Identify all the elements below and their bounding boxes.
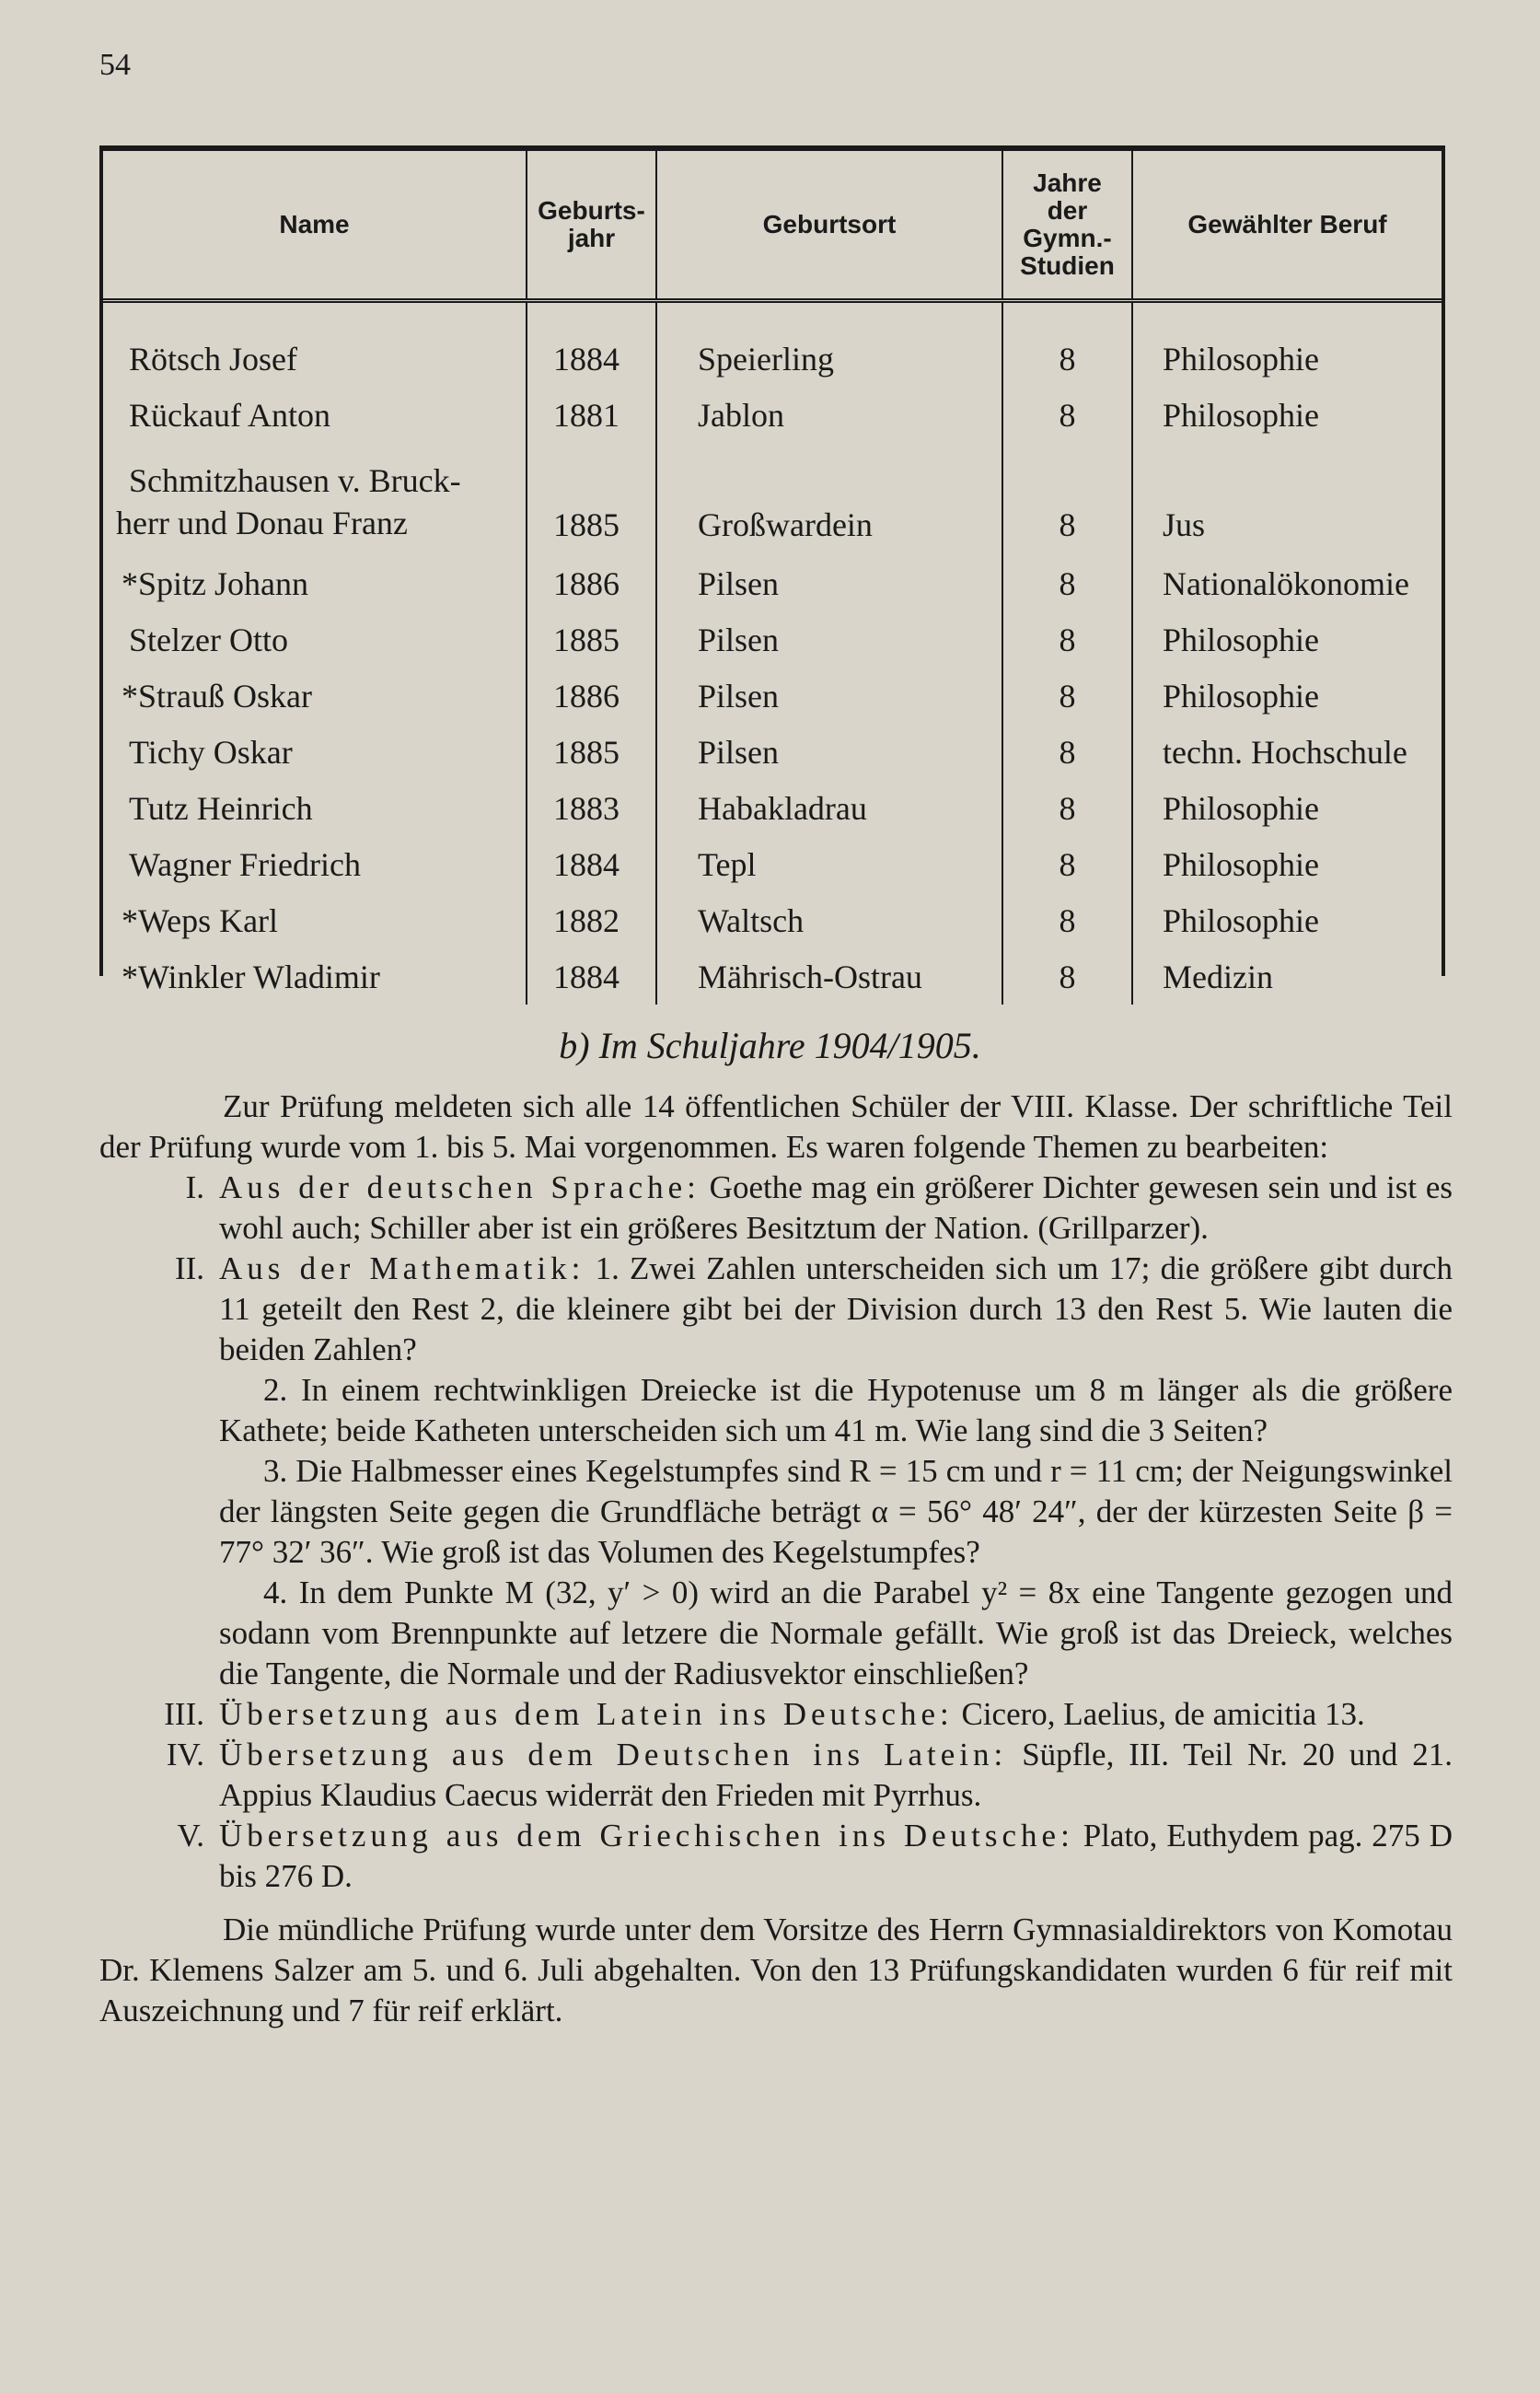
cell-year: 1884 [527, 836, 656, 892]
cell-year: 1881 [527, 387, 656, 443]
topic-text: Goethe mag ein größerer Dichter gewesen sein und ist es wohl auch; Schiller aber ist ein größeres Besitztum der Nation. (Grillparzer). [219, 1169, 1453, 1246]
cell-year: 1884 [527, 948, 656, 1005]
topic-math [99, 1249, 1453, 1370]
topic-german-latin [99, 1735, 1453, 1816]
topic-text: Cicero, Laelius, de amicitia 13. [961, 1696, 1365, 1732]
cell-years: 8 [1002, 836, 1132, 892]
topic-text: Süpfle, III. Teil Nr. 20 und 21. Appius Klaudius Caecus widerrät den Frieden mit Pyrrhus. [219, 1737, 1453, 1813]
topic-greek-german [99, 1816, 1453, 1897]
cell-year: 1882 [527, 892, 656, 948]
cell-profession: Philosophie [1163, 396, 1320, 434]
cell-name: Wagner Friedrich [103, 836, 527, 892]
cell-year: 1883 [527, 780, 656, 836]
cell-place: Mährisch-Ostrau [656, 948, 1002, 1005]
cell-name: Tichy Oskar [103, 724, 527, 780]
cell-place: Pilsen [656, 611, 1002, 668]
cell-years: 8 [1002, 892, 1132, 948]
problem-text: 2. In einem rechtwinkligen Dreiecke ist die Hypotenuse um 8 m länger als die größere Kathete; beide Katheten unterscheiden sich um 41 m. Wie lang sind die 3 Seiten? [219, 1372, 1453, 1448]
cell-profession: Philosophie [1163, 845, 1320, 883]
cell-place: Pilsen [656, 668, 1002, 724]
cell-name [103, 443, 527, 555]
topic-label: Aus der deutschen Sprache: [219, 1169, 701, 1205]
math-problem-2 [99, 1370, 1453, 1451]
table-row [103, 948, 1442, 1005]
cell-years: 8 [1002, 443, 1132, 555]
topic-label: Übersetzung aus dem Deutschen ins Latein: [219, 1737, 1008, 1772]
cell-year: 1885 [527, 443, 656, 555]
cell-name: Tutz Heinrich [103, 780, 527, 836]
topic-label: Übersetzung aus dem Griechischen ins Deutsche: [219, 1818, 1074, 1854]
cell-profession: Philosophie [1163, 789, 1320, 827]
topic-number: V. [177, 1818, 204, 1854]
cell-place: Tepl [656, 836, 1002, 892]
table-row [103, 443, 1442, 555]
cell-name: *Strauß Oskar [103, 668, 527, 724]
cell-name: Rückauf Anton [103, 387, 527, 443]
table-row [103, 892, 1442, 948]
table-row [103, 555, 1442, 611]
table-row [103, 387, 1442, 443]
topic-number: I. [185, 1169, 204, 1205]
cell-profession: Medizin [1163, 958, 1273, 995]
cell-place: Habakladrau [656, 780, 1002, 836]
cell-years: 8 [1002, 611, 1132, 668]
math-problem-4 [99, 1573, 1453, 1694]
problem-text: 4. In dem Punkte M (32, y′ > 0) wird an die Parabel y² = 8x eine Tangente gezogen und sodann vom Brennpunkte auf letzere die Normale gefällt. Wie groß ist das Dreieck, welches die Tangente, die Normale und der Radiusvektor einschließen? [219, 1575, 1453, 1691]
graduates-table [99, 145, 1445, 995]
cell-year: 1886 [527, 668, 656, 724]
table-row [103, 301, 1442, 388]
topic-number: IV. [166, 1737, 204, 1772]
topic-number: II. [174, 1250, 204, 1286]
cell-years: 8 [1002, 301, 1132, 388]
name-line-1: Schmitzhausen v. Bruck- [129, 462, 461, 499]
topic-label: Übersetzung aus dem Latein ins Deutsche: [219, 1696, 954, 1732]
cell-profession: Philosophie [1163, 677, 1320, 715]
topic-text: 1. Zwei Zahlen unterscheiden sich um 17; die größere gibt durch 11 geteilt den Rest 2, die kleinere gibt bei der Division durch 13 den Rest 5. Wie lauten die beiden Zahlen? [219, 1250, 1453, 1367]
cell-name: *Weps Karl [103, 892, 527, 948]
page-number: 54 [99, 48, 131, 82]
header-birth-place: Geburtsort [656, 151, 1002, 301]
table-row [103, 836, 1442, 892]
cell-name: *Winkler Wladimir [103, 948, 527, 1005]
intro-paragraph: Zur Prüfung meldeten sich alle 14 öffentlichen Schüler der VIII. Klasse. Der schriftliche Teil der Prüfung wurde vom 1. bis 5. Mai vorgenommen. Es waren folgende Themen zu bearbeiten: [99, 1088, 1453, 1165]
cell-name: Stelzer Otto [103, 611, 527, 668]
header-name: Name [103, 151, 527, 301]
closing-paragraph: Die mündliche Prüfung wurde unter dem Vorsitze des Herrn Gymnasialdirektors von Komotau Dr. Klemens Salzer am 5. und 6. Juli abgehalten. Von den 13 Prüfungskandidaten wurden 6 für reif mit Auszeichnung und 7 für reif erklärt. [99, 1912, 1453, 2028]
body-text [99, 1087, 1453, 2031]
cell-name: Rötsch Josef [103, 301, 527, 388]
cell-profession: techn. Hochschule [1163, 733, 1407, 771]
header-study-years: Jahre der Gymn.- Studien [1002, 151, 1132, 301]
table-row [103, 780, 1442, 836]
cell-name: *Spitz Johann [103, 555, 527, 611]
cell-place: Pilsen [656, 555, 1002, 611]
table-row [103, 611, 1442, 668]
cell-years: 8 [1002, 948, 1132, 1005]
header-birth-year: Geburts- jahr [527, 151, 656, 301]
cell-profession: Jus [1163, 506, 1206, 543]
cell-profession: Philosophie [1163, 901, 1320, 939]
cell-years: 8 [1002, 387, 1132, 443]
register-table [103, 151, 1442, 1005]
cell-year: 1886 [527, 555, 656, 611]
table-row [103, 724, 1442, 780]
name-line-2: herr und Donau Franz [116, 505, 408, 541]
cell-profession: Nationalökonomie [1163, 564, 1409, 602]
cell-place: Großwardein [656, 443, 1002, 555]
topic-german [99, 1168, 1453, 1249]
cell-years: 8 [1002, 668, 1132, 724]
cell-place: Speierling [656, 301, 1002, 388]
cell-place: Waltsch [656, 892, 1002, 948]
cell-profession: Philosophie [1163, 621, 1320, 658]
topic-number: III. [164, 1696, 204, 1732]
topic-text: Plato, Euthydem pag. 275 D bis 276 D. [219, 1818, 1453, 1894]
cell-years: 8 [1002, 555, 1132, 611]
cell-profession: Philosophie [1163, 340, 1320, 378]
cell-year: 1884 [527, 301, 656, 388]
cell-place: Jablon [656, 387, 1002, 443]
cell-year: 1885 [527, 724, 656, 780]
topic-label: Aus der Mathematik: [219, 1250, 585, 1286]
cell-years: 8 [1002, 724, 1132, 780]
header-profession: Gewählter Beruf [1132, 151, 1442, 301]
cell-place: Pilsen [656, 724, 1002, 780]
table-header-row [103, 151, 1442, 301]
cell-years: 8 [1002, 780, 1132, 836]
table-row [103, 668, 1442, 724]
cell-year: 1885 [527, 611, 656, 668]
topic-latin-german [99, 1694, 1453, 1735]
math-problem-3 [99, 1451, 1453, 1573]
section-heading: b) Im Schuljahre 1904/1905. [559, 1025, 981, 1066]
problem-text: 3. Die Halbmesser eines Kegelstumpfes sind R = 15 cm und r = 11 cm; der Neigungswinkel der längsten Seite gegen die Grundfläche beträgt α = 56° 48′ 24″, der der kürzesten Seite β = 77° 32′ 36″. Wie groß ist das Volumen des Kegelstumpfes? [219, 1453, 1453, 1570]
